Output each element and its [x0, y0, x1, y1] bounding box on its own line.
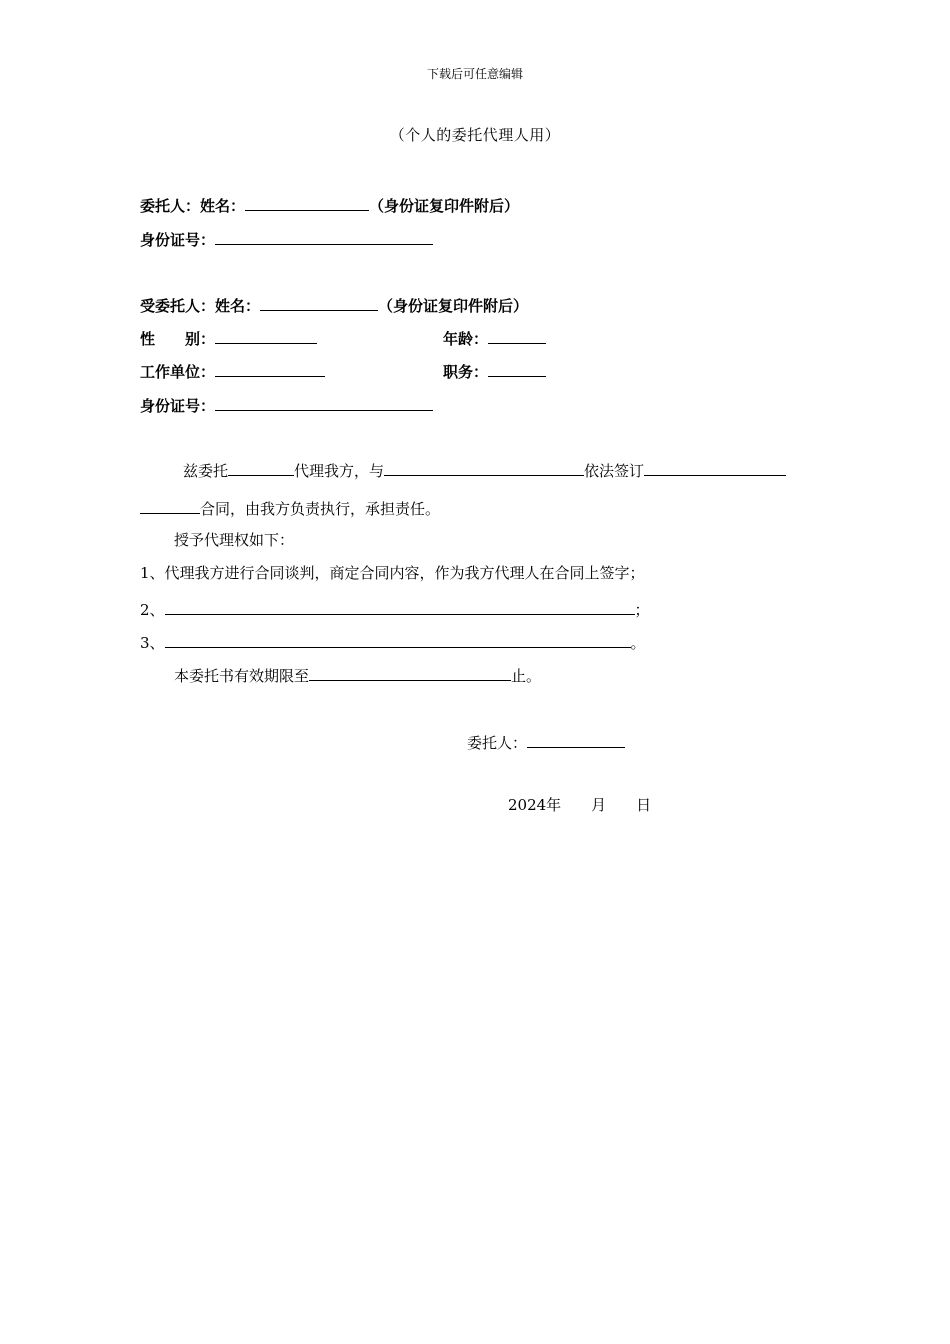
agent-age-row — [443, 329, 546, 347]
delegation-text-a: 兹委托 — [183, 462, 229, 480]
grant-item-3 — [140, 633, 646, 651]
validity-text-b: 止。 — [511, 667, 542, 685]
grant-item-3-blank[interactable] — [165, 633, 631, 648]
signature-blank[interactable] — [527, 733, 625, 748]
grant-item-3-suffix: 。 — [630, 634, 646, 652]
agent-id-row — [140, 396, 433, 414]
validity-line — [174, 666, 541, 684]
principal-name-row — [140, 196, 519, 214]
agent-gender-row — [140, 329, 317, 347]
delegation-line-1 — [183, 461, 786, 479]
counterparty-blank[interactable] — [384, 461, 584, 476]
grant-item-2-prefix: 2、 — [140, 601, 165, 619]
agent-name-label: 受委托人：姓名： — [140, 297, 261, 315]
agent-id-blank[interactable] — [215, 396, 433, 411]
principal-name-blank[interactable] — [245, 196, 369, 211]
principal-id-blank[interactable] — [215, 230, 433, 245]
agent-work-blank[interactable] — [215, 362, 325, 377]
agent-position-row — [443, 362, 546, 380]
delegation-line-2 — [140, 499, 440, 517]
contract-blank-b[interactable] — [140, 499, 200, 514]
delegation-text-d: 合同，由我方负责执行，承担责任。 — [200, 500, 441, 518]
agent-id-label: 身份证号： — [140, 397, 216, 415]
grant-item-1: 1、代理我方进行合同谈判，商定合同内容，作为我方代理人在合同上签字； — [140, 564, 645, 582]
principal-id-label: 身份证号： — [140, 231, 216, 249]
grant-item-3-prefix: 3、 — [140, 634, 165, 652]
validity-text-a: 本委托书有效期限至 — [174, 667, 310, 685]
document-subtitle: （个人的委托代理人用） — [389, 126, 561, 144]
grant-item-2 — [140, 600, 650, 618]
grant-item-2-suffix: ； — [634, 601, 650, 619]
page-header: 下载后可任意编辑 — [426, 67, 523, 81]
delegation-text-b: 代理我方，与 — [294, 462, 385, 480]
agent-gender-label: 性 别： — [140, 330, 216, 348]
validity-blank[interactable] — [309, 666, 511, 681]
grant-item-2-blank[interactable] — [165, 600, 635, 615]
agent-name-row — [140, 296, 528, 314]
signature-date: 2024年 月 日 — [508, 796, 652, 814]
principal-id-note: （身份证复印件附后） — [369, 197, 520, 215]
signature-row — [467, 733, 625, 751]
principal-name-label: 委托人：姓名： — [140, 197, 246, 215]
contract-blank-a[interactable] — [644, 461, 786, 476]
agent-work-label: 工作单位： — [140, 363, 216, 381]
agent-age-blank[interactable] — [488, 329, 546, 344]
agent-blank[interactable] — [228, 461, 294, 476]
grant-heading: 授予代理权如下： — [174, 531, 295, 549]
agent-work-row — [140, 362, 325, 380]
agent-id-note: （身份证复印件附后） — [378, 297, 529, 315]
signature-label: 委托人： — [467, 734, 528, 752]
agent-position-blank[interactable] — [488, 362, 546, 377]
agent-position-label: 职务： — [443, 363, 489, 381]
agent-age-label: 年龄： — [443, 330, 489, 348]
agent-name-blank[interactable] — [260, 296, 378, 311]
agent-gender-blank[interactable] — [215, 329, 317, 344]
principal-id-row — [140, 230, 433, 248]
delegation-text-c: 依法签订 — [584, 462, 645, 480]
